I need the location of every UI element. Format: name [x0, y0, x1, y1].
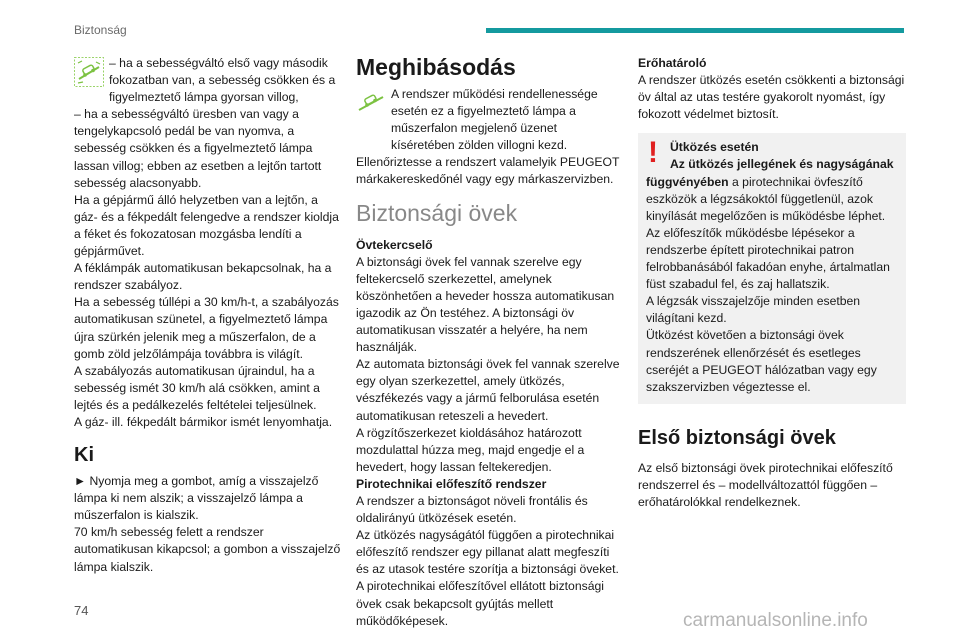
- paragraph: Ütközést követően a biztonsági övek rendszerének ellenőrzését és esetleges cseréjét a PEUGEOT hálózatban vagy egy szakszervizben végeztesse el.: [646, 328, 877, 394]
- exclamation-warning-icon: !: [648, 136, 658, 170]
- warning-box: [638, 133, 906, 403]
- warning-box-rest: a pirotechnikai övfeszítő eszközök a légzsákoktól függetlenül, azok kinyílását megelőzően is működésbe léphet.: [646, 174, 886, 223]
- header-accent-bar: [486, 28, 904, 33]
- paragraph: A rendszer ütközés esetén csökkenti a biztonsági öv által az utas testére gyakorolt nyomást, így fokozott védelmet biztosít.: [638, 73, 905, 122]
- column-3: [638, 55, 906, 511]
- paragraph: ► Nyomja meg a gombot, amíg a visszajelző lámpa ki nem alszik; a visszajelző lámpa a műszerfalon is kialszik.: [74, 474, 319, 523]
- paragraph: Ha a gépjármű álló helyzetben van a lejtőn, a gáz- és a fékpedált felengedve a rendszer kioldja a féket és fokozatosan mozgásba lendíti a gépjárművet.: [74, 192, 339, 259]
- paragraph: – ha a sebességváltó üresben van vagy a tengelykapcsoló pedál be van nyomva, a sebesség csökken és a figyelmeztető lámpa lassan villog; ebben az esetben a lejtőn tartott sebesség alacsonyabb.: [74, 107, 322, 190]
- paragraph: Az első biztonsági övek pirotechnikai előfeszítő rendszerrel és – modellváltozattól függően – erőhatárolókkal rendelkeznek.: [638, 460, 893, 509]
- warning-box-bold: Az ütközés jellegének és nagyságának függvényében: [646, 157, 894, 189]
- paragraph: Az előfeszítők működésbe lépésekor a rendszerbe épített pirotechnikai patron felrobbanásából fakadóan enyhe, ártalmatlan füst szabadul fel, és zaj hallatszik.: [646, 225, 890, 292]
- heading-front-belts: Első biztonsági övek: [638, 426, 836, 449]
- icon-paragraph-text: – ha a sebességváltó első vagy második fokozatban van, a sebesség csökken és a figyelmeztető lámpa gyorsan villog,: [109, 56, 336, 105]
- warning-box-title: Ütközés esetén: [670, 140, 759, 155]
- subheading-pyro: Pirotechnikai előfeszítő rendszer: [356, 476, 547, 491]
- page-number: 74: [74, 603, 89, 618]
- fault-text: A rendszer működési rendellenessége esetén ez a figyelmeztető lámpa a műszerfalon megjelenő üzenet kíséretében zölden villogni kezd.: [391, 87, 598, 153]
- warning-box-head: [646, 139, 898, 156]
- heading-seatbelts: Biztonsági övek: [356, 199, 518, 226]
- section-title: Biztonság: [74, 23, 127, 37]
- heading-fault: Meghibásodás: [356, 54, 516, 80]
- hill-descent-warning-icon: [74, 57, 104, 87]
- paragraph: Az ütközés nagyságától függően a pirotechnikai előfeszítő rendszer egy pillanat alatt megfeszíti és az utasok testére szorítja a biztonsági öveket.: [356, 528, 619, 577]
- warning-box-text: [646, 156, 898, 224]
- paragraph: Az automata biztonsági övek fel vannak szerelve egy olyan szerkezettel, amely ütközés, vészfékezés vagy a jármű felborulása esetén automatikusan reteszeli a hevedert.: [356, 357, 620, 423]
- hill-descent-icon-paragraph: [74, 55, 342, 106]
- heading-ki: Ki: [74, 444, 94, 467]
- paragraph: A szabályozás automatikusan újraindul, ha a sebesség ismét 30 km/h alá csökken, amint a lejtés és a pedálkezelés feltételei teljesülnek.: [74, 363, 320, 412]
- paragraph: A féklámpák automatikusan bekapcsolnak, ha a rendszer szabályoz.: [74, 261, 332, 293]
- subheading-limiter: Erőhatároló: [638, 56, 707, 70]
- paragraph: Ha a sebesség túllépi a 30 km/h-t, a szabályozás automatikusan szünetel, a figyelmeztető lámpa újra szürkén jelenik meg a műszerfalon, de a gomb zöld jelzőlámpája továbbra is világít.: [74, 295, 339, 361]
- paragraph: Ellenőriztesse a rendszert valamelyik PEUGEOT márkakereskedőnél vagy egy márkaszervizben.: [356, 155, 620, 187]
- fault-icon-paragraph: [356, 86, 624, 154]
- subheading-tensioner: Övtekercselő: [356, 237, 433, 252]
- hill-descent-warning-icon: [356, 88, 386, 118]
- paragraph: A rögzítőszerkezet kioldásához határozott mozdulattal húzza meg, majd engedje el a hevedert, hogy lassan feltekeredjen.: [356, 425, 585, 474]
- paragraph: A gáz- ill. fékpedált bármikor ismét lenyomhatja.: [74, 414, 333, 429]
- paragraph: A pirotechnikai előfeszítővel ellátott biztonsági övek csak bekapcsolt gyújtás mellett működőképesek.: [356, 579, 604, 628]
- paragraph: A rendszer a biztonságot növeli frontális és oldalirányú ütközések esetén.: [356, 493, 588, 526]
- column-2: [356, 55, 624, 630]
- paragraph: A légzsák visszajelzője minden esetben világítani kezd.: [646, 294, 861, 326]
- column-1: [74, 55, 342, 576]
- paragraph: A biztonsági övek fel vannak szerelve egy feltekercselő szerkezettel, amelynek köszönhetően a heveder hossza automatikusan igazodik az Ön testéhez. A biztonsági öv automatikusan visszatér a helyére, ha nem használják.: [356, 254, 615, 355]
- paragraph: 70 km/h sebesség felett a rendszer automatikusan kikapcsol; a gombon a visszajelző lámpa kialszik.: [74, 525, 341, 574]
- watermark: carmanualsonline.info: [683, 610, 868, 631]
